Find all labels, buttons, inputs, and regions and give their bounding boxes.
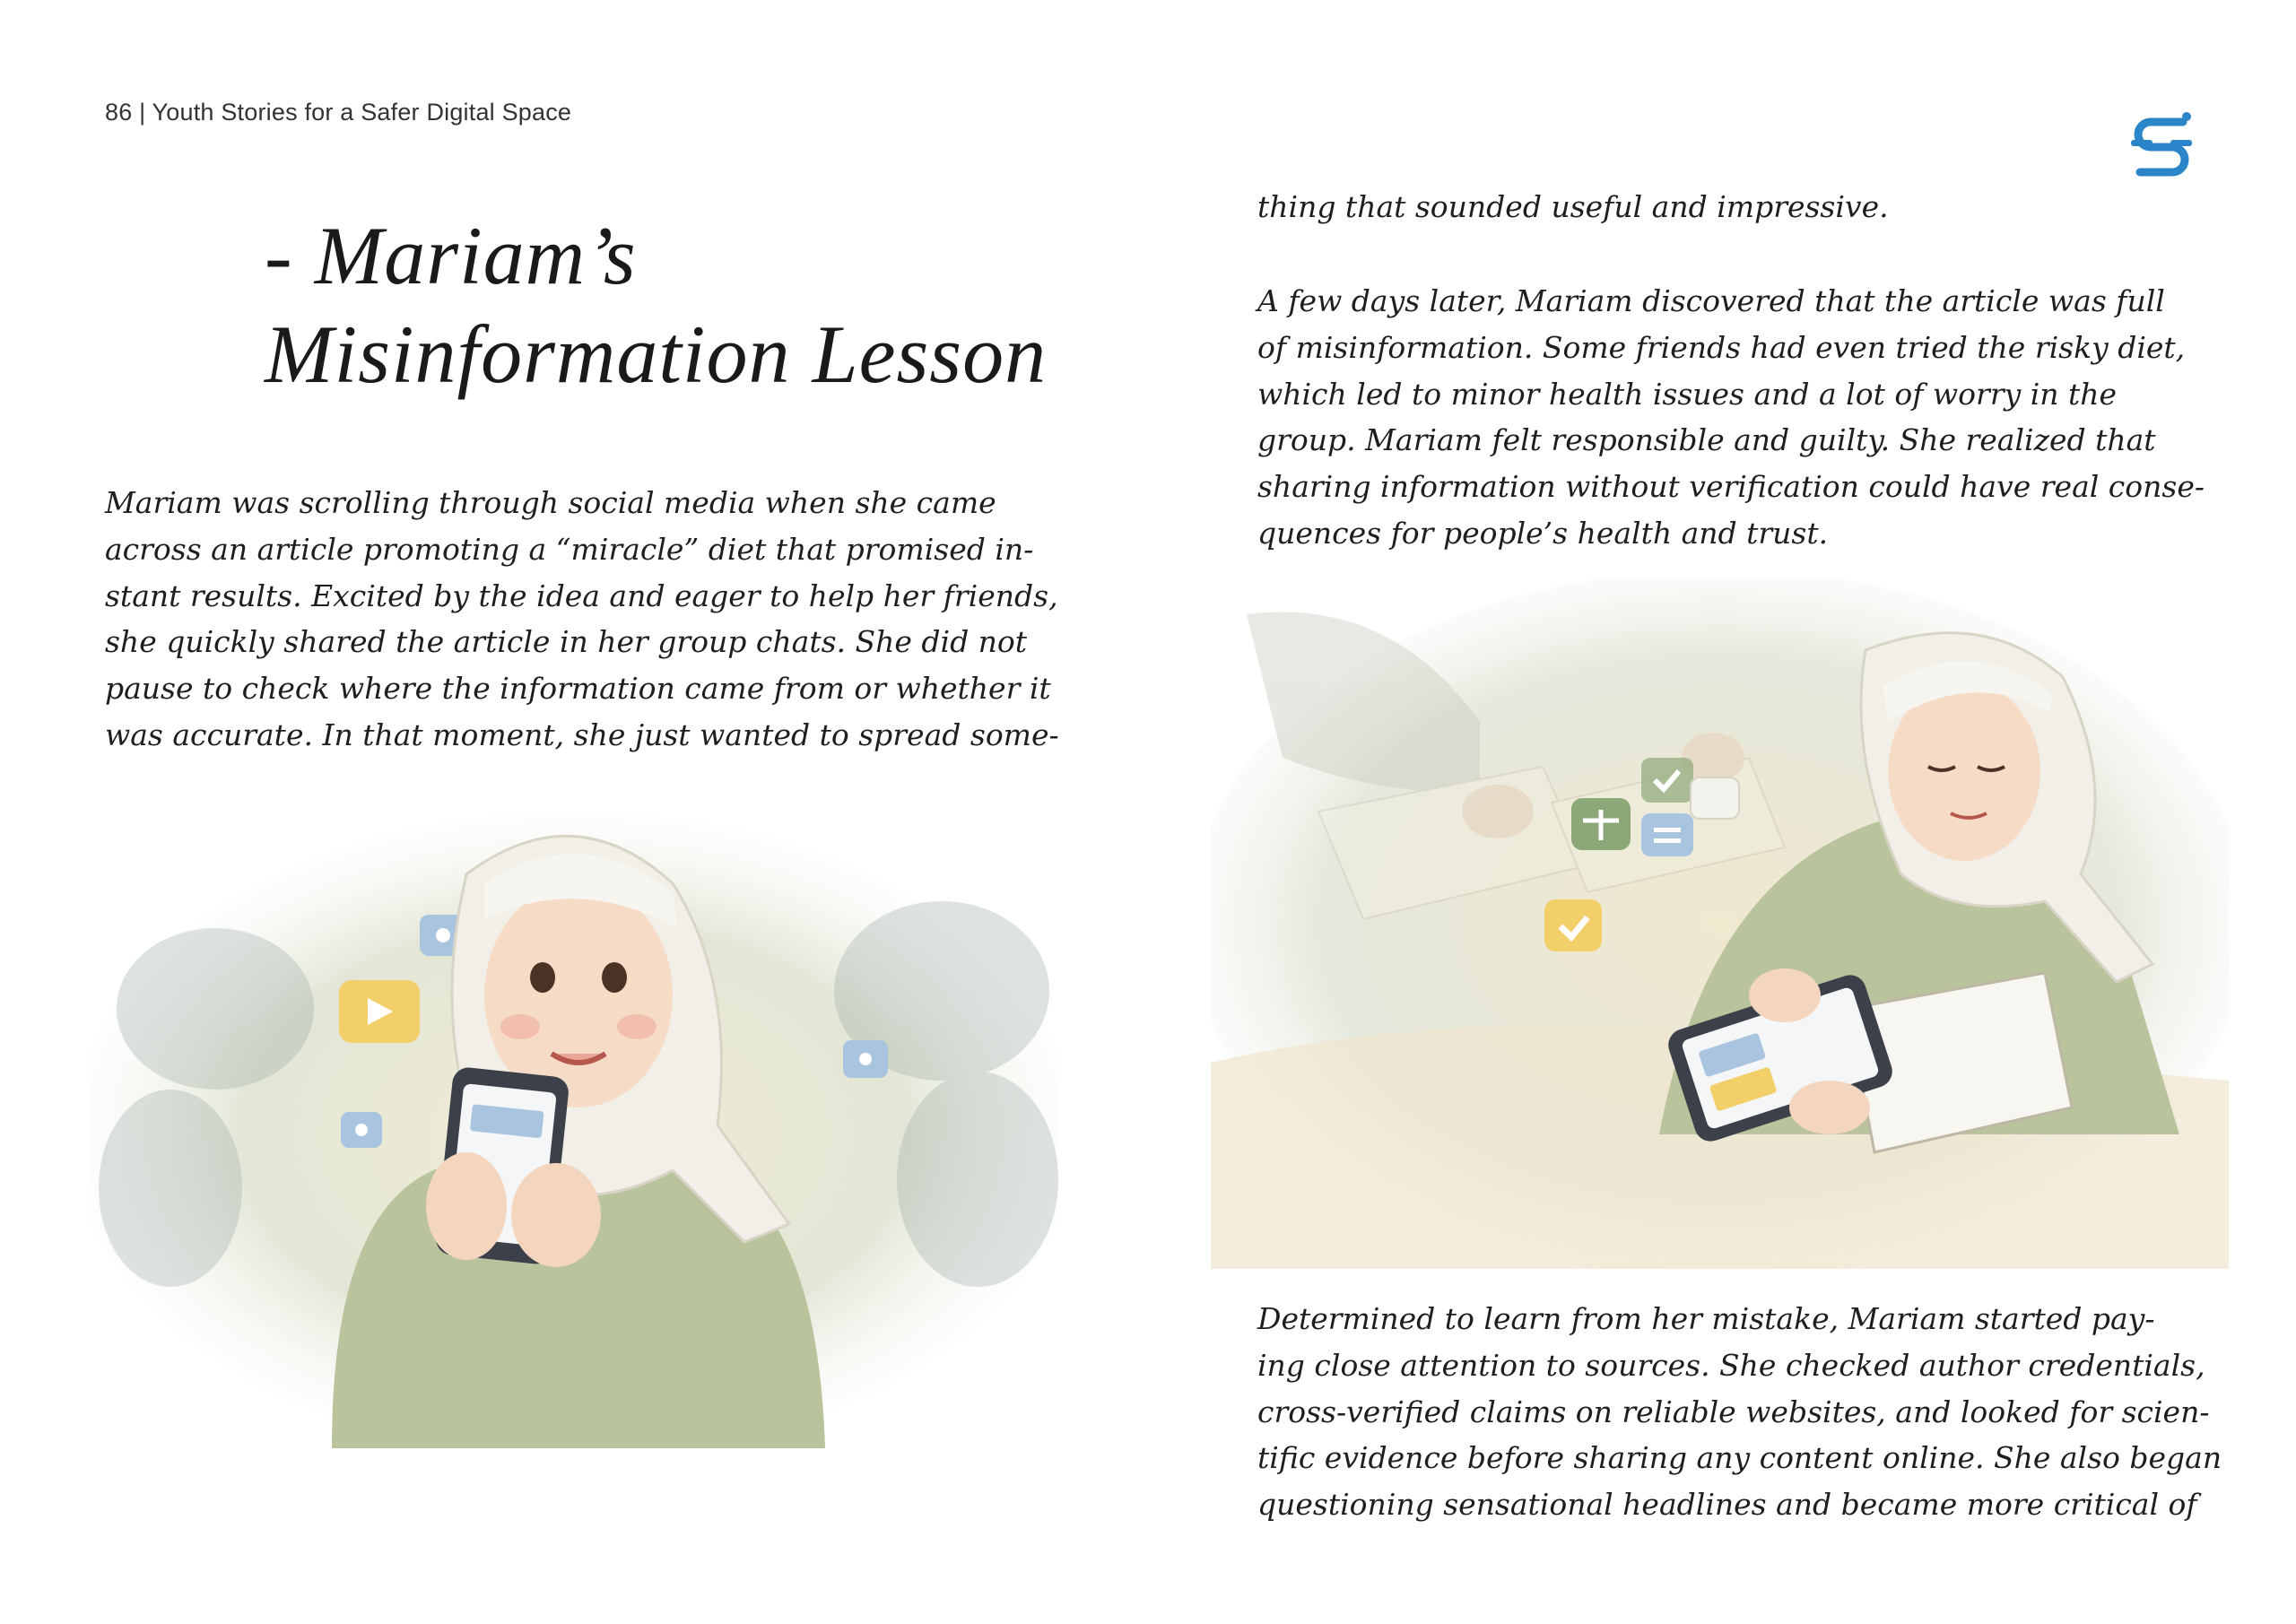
text-line: questioning sensational headlines and became more critical of	[1257, 1487, 2197, 1523]
text-line: was accurate. In that moment, she just wanted to spread some-	[105, 716, 1059, 752]
text-line: which led to minor health issues and a lot of worry in the	[1257, 376, 2118, 412]
text-line: Determined to learn from her mistake, Mariam started pay-	[1257, 1301, 2155, 1336]
text-line: group. Mariam felt responsible and guilty. She realized that	[1257, 422, 2156, 458]
share-icon	[843, 1040, 888, 1078]
text-line: sharing information without verification could have real conse-	[1257, 469, 2205, 505]
story-title	[265, 206, 1047, 404]
document-icon	[1691, 777, 1739, 819]
running-head: 86 | Youth Stories for a Safer Digital Space	[105, 99, 572, 126]
consequence-paragraph	[1257, 278, 2205, 557]
balance-scale-icon	[1571, 798, 1631, 850]
continued-paragraph	[1257, 184, 1889, 230]
share-icon	[341, 1112, 382, 1148]
text-line: tific evidence before sharing any content online. She also began	[1257, 1440, 2222, 1476]
text-line: quences for people’s health and trust.	[1257, 515, 1829, 551]
text-line: she quickly shared the article in her group chats. She did not	[105, 624, 1028, 660]
text-line: of misinformation. Some friends had even tried the risky diet,	[1257, 329, 2186, 365]
text-line: stant results. Excited by the idea and eager to help her friends,	[105, 578, 1058, 613]
story-title-line-1: - Mariam’s	[265, 210, 637, 301]
stylized-s-logo-icon	[2124, 106, 2199, 181]
intro-paragraph	[105, 480, 1059, 759]
checkmark-icon	[1641, 758, 1693, 803]
document-icon	[1641, 813, 1693, 856]
text-line: thing that sounded useful and impressive.	[1257, 189, 1889, 224]
text-line: across an article promoting a “miracle” diet that promised in-	[105, 531, 1034, 567]
text-line: Mariam was scrolling through social media when she came	[105, 485, 996, 520]
story-title-line-2: Misinformation Lesson	[265, 308, 1048, 400]
resolution-paragraph	[1257, 1296, 2222, 1528]
girl-with-phone-illustration	[90, 803, 1058, 1448]
play-icon	[339, 980, 420, 1043]
text-line: A few days later, Mariam discovered that the article was full	[1257, 283, 2165, 318]
text-line: cross-verified claims on reliable websites, and looked for scien-	[1257, 1394, 2210, 1429]
text-line: ing close attention to sources. She checked author credentials,	[1257, 1347, 2205, 1383]
text-line: pause to check where the information came from or whether it	[105, 671, 1051, 707]
checkmark-icon	[1544, 899, 1602, 951]
girl-with-tablet-verifying-illustration	[1211, 578, 2229, 1269]
